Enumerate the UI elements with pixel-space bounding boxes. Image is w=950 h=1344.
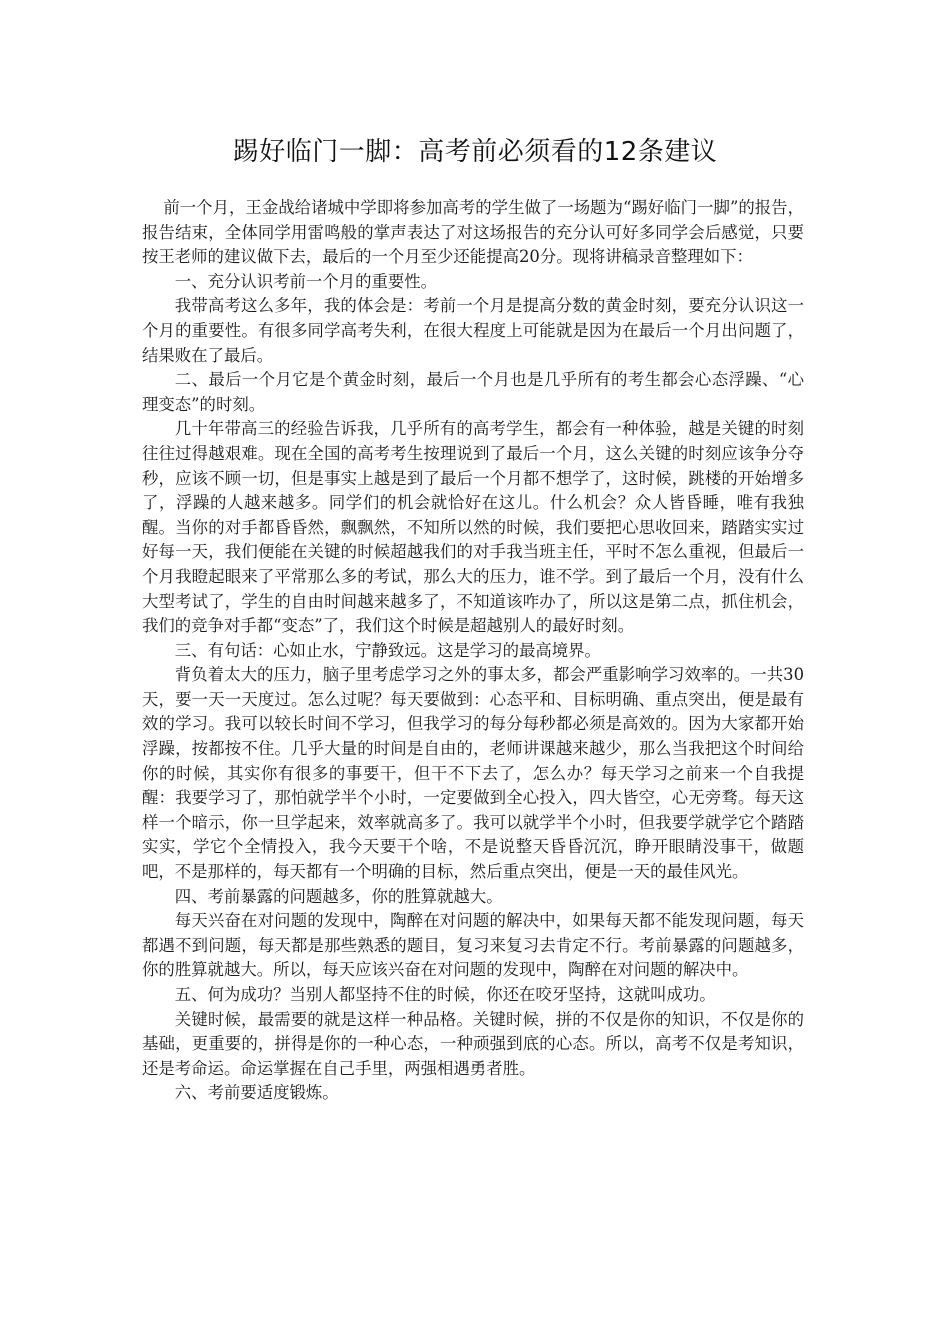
section-heading-3: 三、有句话：心如止水，宁静致远。这是学习的最高境界。 <box>174 640 601 660</box>
section-heading-6: 六、考前要适度锻炼。 <box>174 1083 339 1103</box>
body-paragraph: 几十年带高三的经验告诉我，几乎所有的高考学生，都会有一种体验，越是关键的时刻往往过得越艰难。现在全国的高考考生按理说到了最后一个月，这么关键的时刻应该争分夺秒，应该不顾一切，但是事实上越是到了最后一个月都不想学了，这时候，跳楼的开始增多了，浮躁的人越来越多。同学们的机会就恰好在这儿。什么机会？众人皆昏睡，唯有我独醒。当你的对手都昏昏然，飘飘然，不知所以然的时候，我们要把心思收回来，踏踏实实过好每一天，我们便能在关键的时候超越我们的对手我当班主任，平时不怎么重视，但最后一个月我瞪起眼来了平常那么多的考试，那么大的压力，谁不学。到了最后一个月，没有什么大型考试了，学生的自由时间越来越多了，不知道该咋办了，所以这是第二点，抓住机会，我们的竞争对手都“变态”了，我们这个时候是超越别人的最好时刻。 <box>142 419 804 636</box>
section-heading-5: 五、何为成功？当别人都坚持不住的时候，你还在咬牙坚持，这就叫成功。 <box>174 985 716 1004</box>
section-heading-2: 二、最后一个月它是个黄金时刻，最后一个月也是几乎所有的考生都会心态浮躁、“心理变态”的时刻。 <box>142 370 804 414</box>
body-paragraph: 背负着太大的压力，脑子里考虑学习之外的事太多，都会严重影响学习效率的。一共30天，要一天一天度过。怎么过呢？每天要做到：心态平和、目标明确、重点突出，便是最有效的学习。我可以较长时间不学习，但我学习的每分每秒都必须是高效的。因为大家都开始浮躁，按都按不住。几乎大量的时间是自由的，老师讲课越来越少，那么当我把这个时间给你的时候，其实你有很多的事要干，但干不下去了，怎么办？每天学习之前来一个自我提醒：我要学习了，那怕就学半个小时，一定要做到全心投入，四大皆空，心无旁骛。每天这样一个暗示，你一旦学起来，效率就高多了。我可以就学半个小时，但我要学就学它个踏踏实实，学它个全情投入，我今天要干个啥，不是说整天昏昏沉沉，睁开眼睛没事干，做题吧，不是那样的，每天都有一个明确的目标，然后重点突出，便是一天的最佳风光。 <box>142 665 804 882</box>
body-paragraph: 每天兴奋在对问题的发现中，陶醉在对问题的解决中，如果每天都不能发现问题，每天都遇不到问题，每天都是那些熟悉的题目，复习来复习去肯定不行。考前暴露的问题越多，你的胜算就越大。所以，每天应该兴奋在对问题的发现中，陶醉在对问题的解决中。 <box>142 911 804 980</box>
document-title: 踢好临门一脚：高考前必须看的12条建议 <box>232 137 718 167</box>
body-paragraph: 我带高考这么多年，我的体会是：考前一个月是提高分数的黄金时刻，要充分认识这一个月的重要性。有很多同学高考失利，在很大程度上可能就是因为在最后一个月出问题了，结果败在了最后。 <box>142 296 804 365</box>
section-heading-4: 四、考前暴露的问题越多，你的胜算就越大。 <box>174 886 503 906</box>
document-body <box>142 196 804 1106</box>
section-heading-1: 一、充分认识考前一个月的重要性。 <box>174 271 438 291</box>
intro-paragraph: 前一个月，王金战给诸城中学即将参加高考的学生做了一场题为“踢好临门一脚”的报告，报告结束，全体同学用雷鸣般的掌声表达了对这场报告的充分认可好多同学会后感觉，只要按王老师的建议做下去，最后的一个月至少还能提高20分。现将讲稿录音整理如下： <box>142 198 804 267</box>
body-paragraph: 关键时候，最需要的就是这样一种品格。关键时候，拼的不仅是你的知识，不仅是你的基础，更重要的，拼得是你的一种心态，一种顽强到底的心态。所以，高考不仅是考知识，还是考命运。命运掌握在自己手里，两强相遇勇者胜。 <box>142 1009 804 1078</box>
